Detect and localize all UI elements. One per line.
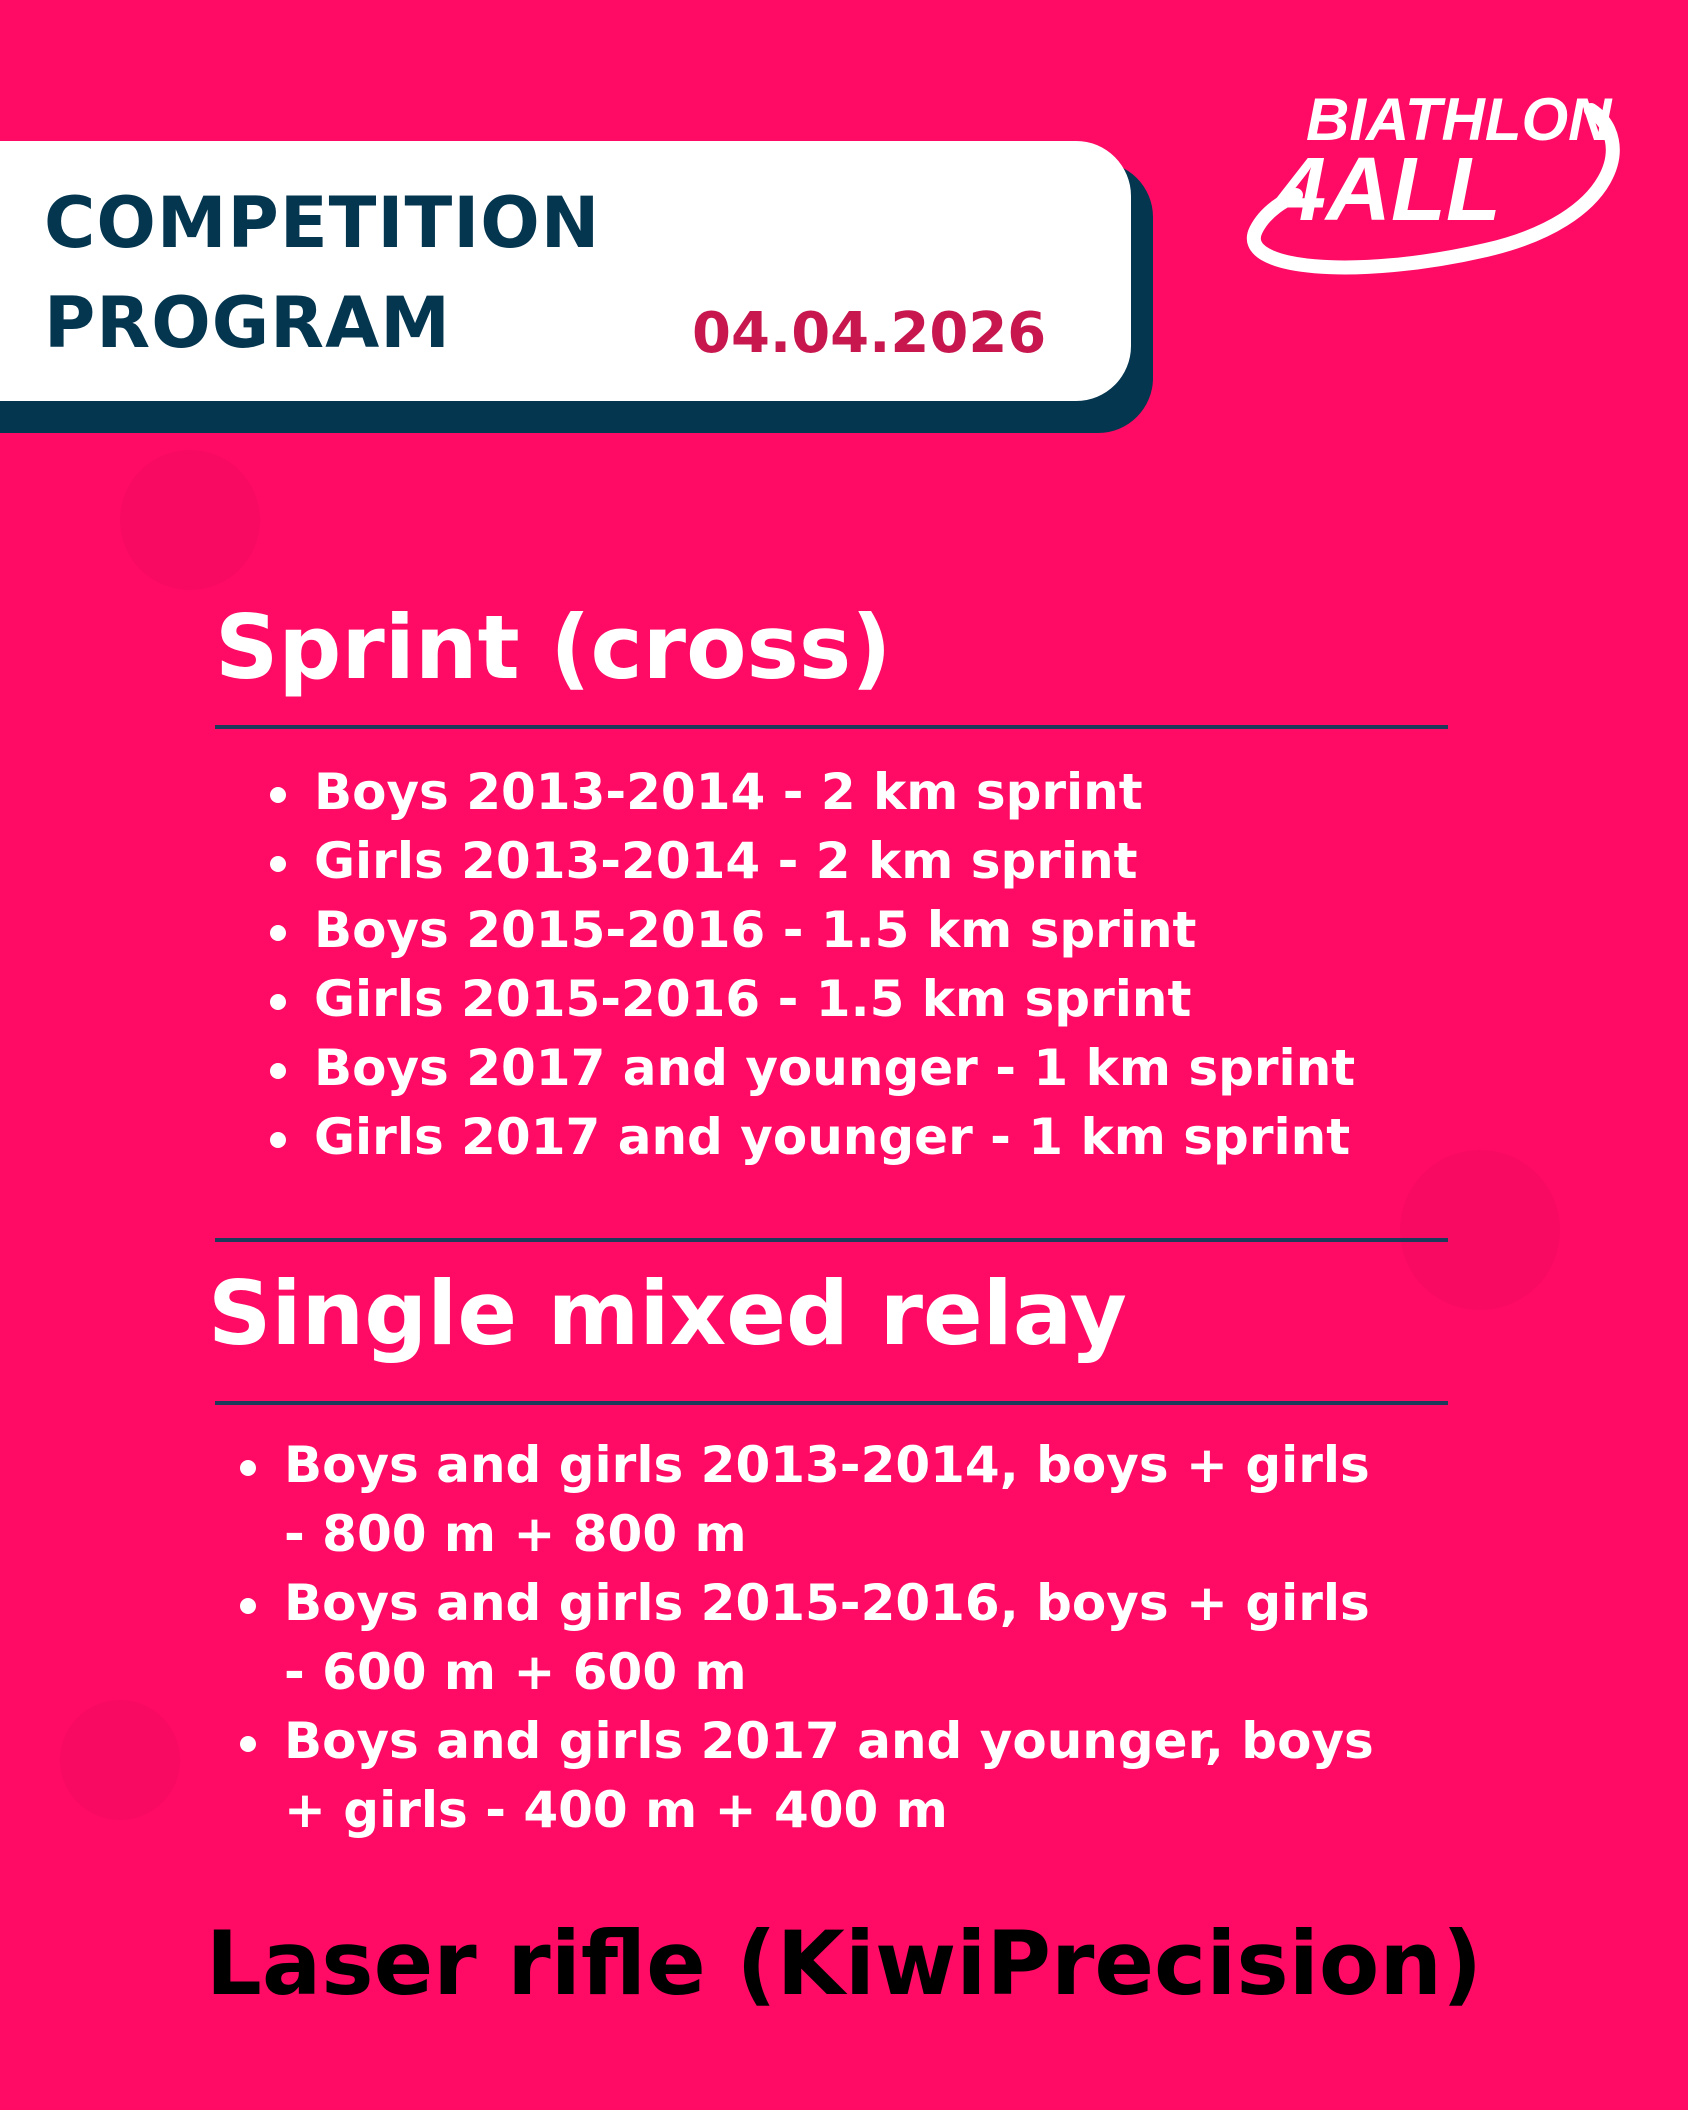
page-title-line1: COMPETITION [44, 182, 601, 264]
background-decoration [120, 450, 260, 590]
footer-note: Laser rifle (KiwiPrecision) [205, 1912, 1483, 2015]
divider [215, 1238, 1448, 1242]
relay-list [240, 1431, 1410, 1845]
sprint-list [270, 758, 1355, 1172]
list-item: Boys and girls 2013-2014, boys + girls - 800 m + 800 m [240, 1431, 1384, 1569]
list-item: Girls 2015-2016 - 1.5 km sprint [270, 965, 1355, 1034]
divider [215, 725, 1448, 729]
list-item: Boys 2013-2014 - 2 km sprint [270, 758, 1355, 827]
list-item: Girls 2013-2014 - 2 km sprint [270, 827, 1355, 896]
section-title-sprint: Sprint (cross) [215, 596, 892, 699]
background-decoration [1400, 1150, 1560, 1310]
section-title-relay: Single mixed relay [208, 1262, 1127, 1365]
list-item: Boys 2015-2016 - 1.5 km sprint [270, 896, 1355, 965]
svg-text:4ALL: 4ALL [1276, 140, 1501, 240]
background-decoration [60, 1700, 180, 1820]
list-item: Boys and girls 2017 and younger, boys + girls - 400 m + 400 m [240, 1707, 1384, 1845]
svg-text:BIATHLON: BIATHLON [1306, 86, 1612, 153]
list-item: Boys and girls 2015-2016, boys + girls - 600 m + 600 m [240, 1569, 1384, 1707]
list-item: Boys 2017 and younger - 1 km sprint [270, 1034, 1355, 1103]
page-title-line2: PROGRAM [44, 282, 451, 364]
divider [215, 1401, 1448, 1405]
event-date: 04.04.2026 [692, 301, 1047, 366]
biathlon4all-logo [1236, 70, 1636, 280]
list-item: Girls 2017 and younger - 1 km sprint [270, 1103, 1355, 1172]
